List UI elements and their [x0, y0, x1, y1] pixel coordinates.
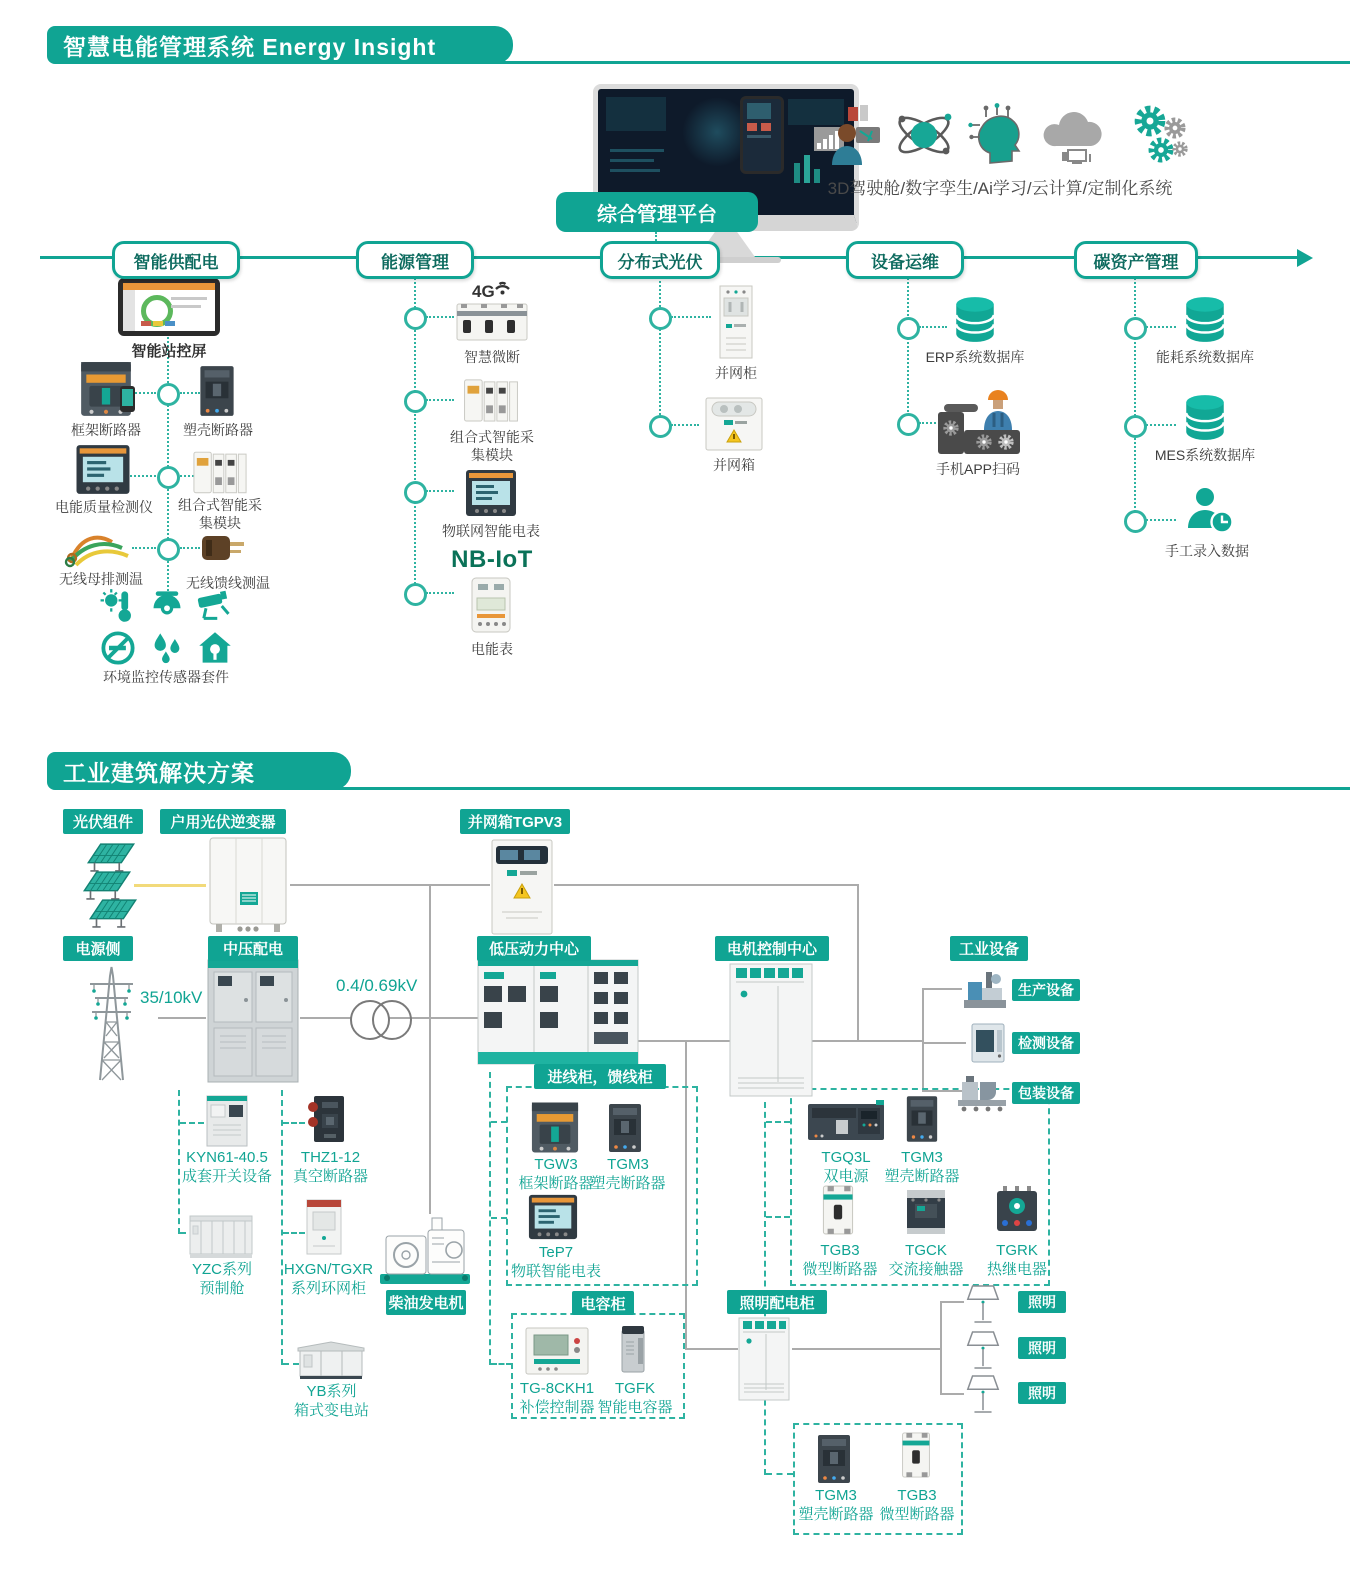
tgm3-label: TGM3 塑壳断路器 [590, 1156, 666, 1192]
dome-camera-icon [149, 588, 185, 624]
tgck-image [903, 1188, 949, 1241]
svg-text:4G: 4G [472, 282, 495, 301]
module-image [192, 448, 248, 500]
node [897, 413, 920, 436]
tgfk-label: TGFK 智能电容器 [597, 1380, 673, 1416]
lighting-cabinet-image [736, 1316, 792, 1409]
kyn-label: KYN61-40.5 成套开关设备 [181, 1149, 272, 1185]
tgm3-image [904, 1094, 940, 1149]
tgrk-label: TGRK 热继电器 [986, 1242, 1047, 1278]
node [157, 383, 180, 406]
lv-voltage-label: 0.4/0.69kV [336, 976, 418, 995]
incoming-feeder-tag: 进线柜，馈线柜 [534, 1064, 666, 1089]
lv-center-image [476, 952, 640, 1075]
solar-panel-icon [86, 896, 140, 934]
lamp-bracket [940, 1301, 942, 1395]
nbiot-logo: NB-IoT [451, 546, 533, 573]
gridbox-tgpv3-tag: 并网箱TGPV3 [460, 809, 570, 834]
thz-breaker-image [306, 1092, 348, 1151]
tgfk-image [616, 1324, 650, 1381]
grid-cabinet-label: 并网柜 [715, 365, 757, 381]
erp-database-icon [952, 294, 998, 349]
tgq3l-label: TGQ3L 双电源 [821, 1149, 871, 1185]
station-screen-image [118, 278, 220, 336]
mcc-tag: 电机控制中心 [715, 936, 829, 961]
branch-line-arrowhead [1297, 249, 1313, 267]
mobile-app-phone [740, 96, 784, 174]
grid-box-image [704, 396, 764, 457]
station-screen-label: 智能站控屏 [131, 343, 207, 360]
tgm3-label: TGM3 塑壳断路器 [884, 1149, 960, 1185]
yzc-prefab-image [188, 1212, 254, 1265]
mv-cabinet-image [206, 956, 300, 1093]
humidity-icon [149, 630, 185, 666]
production-equipment-tag: 生产设备 [1012, 979, 1080, 1001]
mccb-label: 塑壳断路器 [183, 422, 253, 438]
feeder-sensor-image [196, 528, 248, 573]
lv-center-tag: 低压动力中心 [477, 936, 591, 961]
energy-db-icon [1182, 294, 1228, 349]
manual-entry-icon [1186, 486, 1234, 543]
node [1124, 415, 1147, 438]
tgm3-image [606, 1102, 644, 1159]
mccb-image [194, 364, 240, 423]
branch-distributed-pv: 分布式光伏 [600, 241, 720, 279]
mcc-drop [764, 1102, 766, 1475]
busbar-sensor-label: 无线母排测温 [59, 571, 143, 587]
inverter-tag: 户用光伏逆变器 [160, 809, 286, 834]
tgq3l-image [806, 1098, 886, 1149]
title-underline [470, 61, 1350, 64]
no-smoking-icon [100, 630, 136, 666]
node [1124, 510, 1147, 533]
transformer-symbol [372, 1000, 412, 1040]
frame-breaker-label: 框架断路器 [71, 422, 141, 438]
node [157, 538, 180, 561]
source-side-tag: 电源侧 [63, 936, 133, 961]
packaging-equipment-tag: 包装设备 [1012, 1082, 1080, 1104]
lighting-tag: 照明 [1018, 1337, 1066, 1359]
env-sensor-icons [100, 588, 236, 666]
node [404, 307, 427, 330]
node [897, 317, 920, 340]
branch-device-om: 设备运维 [846, 241, 964, 279]
lighting-tag: 照明 [1018, 1382, 1066, 1404]
module-label: 组合式智能采集模块 [178, 497, 262, 531]
pv-dc-line [134, 884, 206, 887]
lamp-icon [964, 1282, 1002, 1331]
tg8ckh1-image [524, 1326, 590, 1381]
node [1124, 317, 1147, 340]
lighting-cabinet-tag: 照明配电柜 [727, 1290, 827, 1314]
tgm3-label: TGM3 塑壳断路器 [798, 1487, 874, 1523]
inverter-gridbox-line [290, 884, 490, 886]
cloud-computing-icon [1038, 106, 1116, 164]
col3-spine [659, 270, 661, 422]
node [649, 307, 672, 330]
manual-entry-label: 手工录入数据 [1165, 543, 1249, 559]
tgck-label: TGCK 交流接触器 [888, 1242, 964, 1278]
erp-database-label: ERP系统数据库 [925, 349, 1025, 365]
kyn-switchgear-image [205, 1094, 249, 1153]
branch-carbon-asset: 碳资产管理 [1074, 241, 1198, 279]
custom-system-gears-icon [1126, 103, 1192, 167]
col4-spine [907, 270, 909, 420]
branch-smart-power: 智能供配电 [112, 241, 240, 279]
tgm3-image [813, 1433, 855, 1490]
tgw3-label: TGW3 框架断路器 [518, 1156, 594, 1192]
capability-caption: 3D驾驶舱/数字孪生/Ai学习/云计算/定制化系统 [827, 179, 1173, 198]
mv-distribution-tag: 中压配电 [208, 936, 298, 961]
yb-substation-image [296, 1338, 366, 1387]
iot-meter-image [464, 468, 518, 523]
diesel-generator-image [378, 1210, 472, 1293]
col5-spine [1134, 270, 1136, 516]
lamp-icon [964, 1372, 1002, 1421]
energy-meter-image [466, 576, 516, 639]
inverter-image [206, 836, 290, 939]
packaging-machine-image [956, 1072, 1008, 1117]
yb-label: YB系列 箱式变电站 [293, 1383, 369, 1419]
testing-equipment-tag: 检测设备 [1012, 1032, 1080, 1054]
capacitor-tag: 电容柜 [572, 1291, 634, 1315]
transmission-tower-image [64, 962, 159, 1089]
testing-machine-image [968, 1022, 1008, 1069]
access-security-icon [197, 630, 233, 666]
cctv-camera-icon [197, 588, 233, 624]
section2-title-banner: 工业建筑解决方案 [47, 752, 351, 790]
mes-db-icon [1182, 392, 1228, 447]
node [404, 583, 427, 606]
tgb3-label: TGB3 微型断路器 [802, 1242, 878, 1278]
industrial-equipment-tag: 工业设备 [950, 936, 1028, 961]
tep7-image [527, 1192, 579, 1247]
lighting-tag: 照明 [1018, 1291, 1066, 1313]
platform-label: 综合管理平台 [556, 192, 758, 232]
hxgn-label: HXGN/TGXR 系列环网柜 [283, 1261, 374, 1297]
pv-module-tag: 光伏组件 [63, 809, 143, 834]
tgb3-image [818, 1184, 858, 1241]
tower-mv-line [158, 1017, 206, 1019]
branch-energy-mgmt: 能源管理 [356, 241, 474, 279]
digital-twin-atom-icon [892, 103, 956, 167]
smart-micro-breaker-image [455, 300, 529, 349]
node [157, 466, 180, 489]
thz-label: THZ1-12 真空断路器 [292, 1149, 368, 1185]
tgw3-image [530, 1100, 580, 1160]
busbar-sensor-image [64, 526, 136, 573]
equipment-bracket [922, 988, 924, 1092]
temperature-sensor-icon [100, 588, 136, 624]
tep7-label: TeP7 物联智能电表 [510, 1244, 601, 1280]
section1-title-banner: 智慧电能管理系统 Energy Insight [47, 26, 513, 64]
app-scan-image [936, 380, 1022, 463]
production-machine-image [962, 966, 1008, 1017]
app-scan-label: 手机APP扫码 [935, 461, 1020, 477]
module2-image [462, 376, 520, 428]
iot-meter-label: 物联网智能电表 [442, 523, 540, 539]
smart-micro-breaker-label: 智慧微断 [464, 349, 520, 365]
hxgn-ringmain-image [305, 1198, 343, 1261]
env-sensor-label: 环境监控传感器套件 [103, 669, 229, 685]
yzc-label: YZC系列 预制舱 [191, 1261, 252, 1297]
diesel-generator-tag: 柴油发电机 [386, 1290, 466, 1315]
mcc-cabinet-image [726, 960, 816, 1107]
energy-meter-label: 电能表 [471, 641, 513, 657]
tgrk-image [993, 1184, 1041, 1239]
lamp-icon [964, 1328, 1002, 1377]
mv-drop2 [281, 1090, 283, 1365]
gridbox-feeder-line [554, 884, 859, 886]
tgb3-image [898, 1431, 934, 1484]
mv-voltage-label: 35/10kV [140, 988, 203, 1007]
frame-breaker-image [76, 360, 136, 423]
node [404, 390, 427, 413]
tg8ckh1-label: TG-8CKH1 补偿控制器 [519, 1380, 595, 1416]
tgpv3-box-image [490, 838, 554, 941]
mes-db-label: MES系统数据库 [1154, 447, 1256, 463]
capability-icons [812, 98, 1192, 172]
section2-underline [320, 787, 1350, 790]
power-quality-label: 电能质量检测仪 [55, 499, 153, 515]
tgb3-label: TGB3 微型断路器 [879, 1487, 955, 1523]
cockpit-icon [812, 103, 882, 167]
node [404, 481, 427, 504]
grid-box-label: 并网箱 [713, 457, 755, 473]
feeder-sensor-label: 无线馈线测温 [186, 575, 270, 591]
pv-bus-generator-line [429, 884, 431, 1214]
grid-cabinet-image [716, 284, 756, 365]
power-quality-meter-image [74, 443, 132, 501]
node [649, 415, 672, 438]
pv-drop-line [857, 884, 859, 1042]
module2-label: 组合式智能采集模块 [450, 429, 534, 463]
energy-db-label: 能耗系统数据库 [1156, 349, 1254, 365]
ai-learning-icon [966, 103, 1028, 167]
